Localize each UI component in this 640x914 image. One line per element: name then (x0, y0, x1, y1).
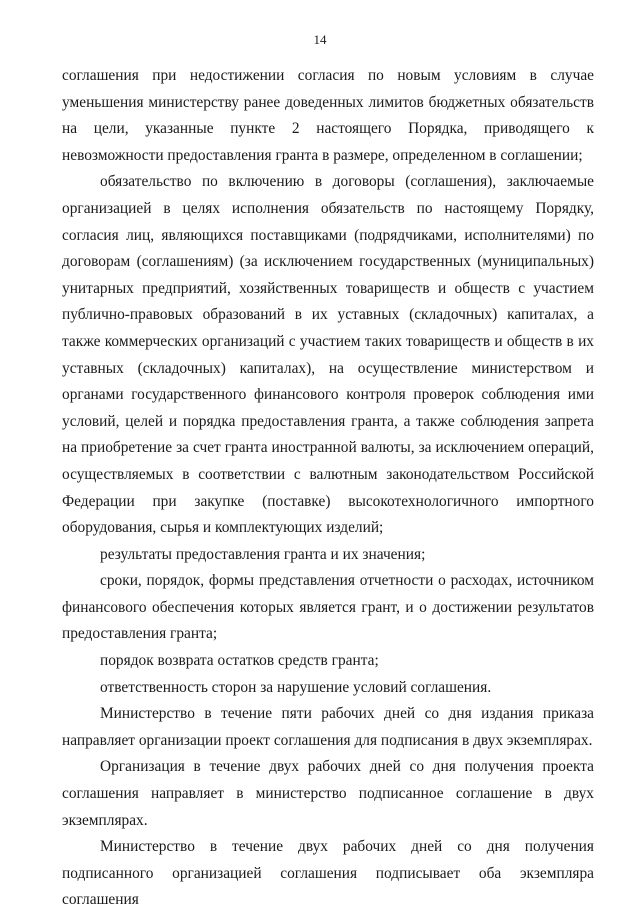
paragraph-5: порядок возврата остатков средств гранта; (100, 652, 379, 670)
document-body (62, 63, 594, 914)
paragraph-1: соглашения при недостижении согласия по новым условиям в случае уменьшения министерству ранее доведенных лимитов бюджетных обязательств на цели, указанные пункте 2 настоящего Порядка, приводящего к невозможности предоставления гранта в размере, определенном в соглашении; (62, 67, 594, 164)
paragraph-2: обязательство по включению в договоры (соглашения), заключаемые организацией в целях исполнения обязательств по настоящему Порядку, согласия лиц, являющихся поставщиками (подрядчиками, исполнителями) по договорам (соглашениям) (за исключением государственных (муниципальных) унитарных предприятий, хозяйственных товариществ и обществ с участием публично-правовых образований в их уставных (складочных) капиталах, а также коммерческих организаций с участием таких товариществ и обществ в их уставных (складочных) капиталах), на осуществление министерством и органами государственного финансового контроля проверок соблюдения ими условий, целей и порядка предоставления гранта, а также соблюдения запрета на приобретение за счет гранта иностранной валюты, за исключением операций, осуществляемых в соответствии с валютным законодательством Российской Федерации при закупке (поставке) высокотехнологичного импортного оборудования, сырья и комплектующих изделий; (62, 173, 594, 537)
paragraph-4: сроки, порядок, формы представления отчетности о расходах, источником финансового обеспечения которых является грант, и о достижении результатов предоставления гранта; (62, 572, 594, 643)
paragraph-9: Министерство в течение двух рабочих дней со дня получения подписанного организацией соглашения подписывает оба экземпляра соглашения (62, 838, 594, 909)
paragraph-3: результаты предоставления гранта и их значения; (100, 545, 426, 563)
page-number: 14 (313, 32, 327, 47)
paragraph-6: ответственность сторон за нарушение условий соглашения. (100, 678, 492, 696)
paragraph-8: Организация в течение двух рабочих дней со дня получения проекта соглашения направляет в министерство подписанное соглашение в двух экземплярах. (62, 758, 594, 829)
paragraph-7: Министерство в течение пяти рабочих дней со дня издания приказа направляет организации проект соглашения для подписания в двух экземплярах. (62, 705, 594, 749)
